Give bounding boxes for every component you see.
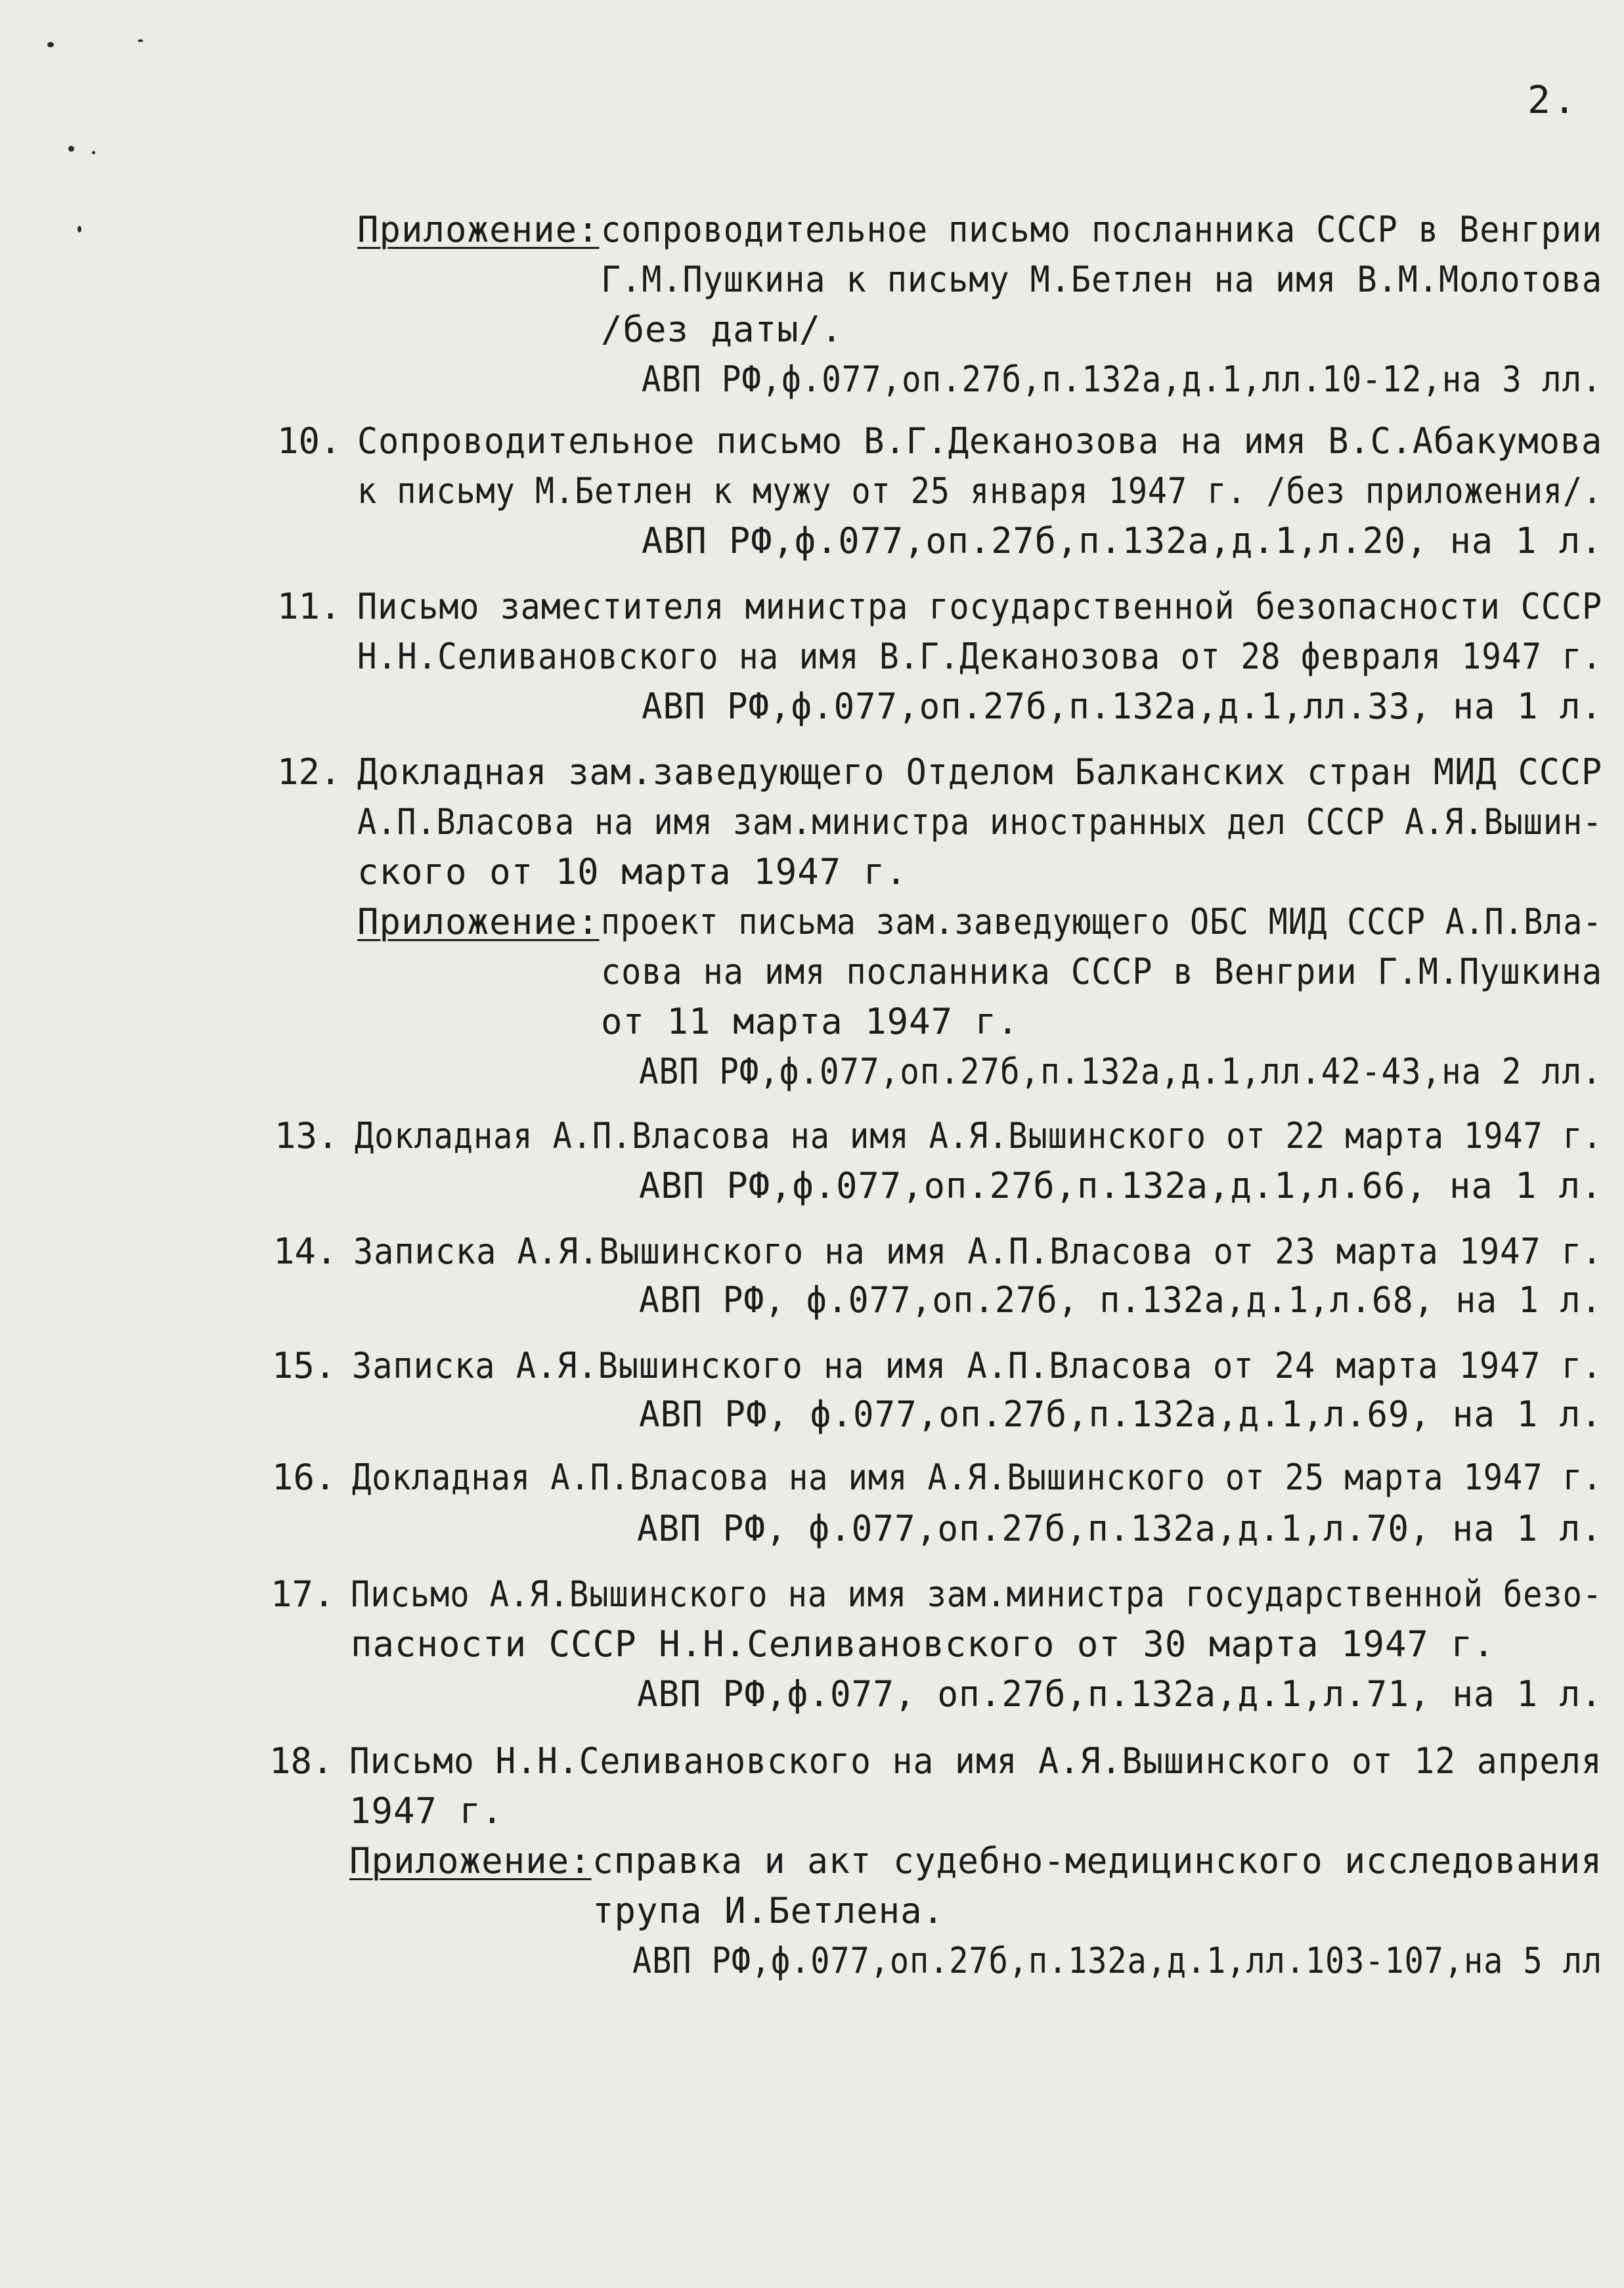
attachment-line: от 11 марта 1947 г. — [601, 1001, 1019, 1042]
entry-number: 12. — [277, 751, 341, 793]
entry-line: Сопроводительное письмо В.Г.Деканозова на имя В.С.Абакумова — [357, 420, 1603, 462]
margin-mark — [92, 151, 95, 154]
entry-line: Докладная зам.заведующего Отделом Балканских стран МИД СССР — [357, 751, 1603, 793]
attachment-line: /без даты/. — [601, 309, 843, 350]
archive-reference: АВП РФ,ф.077,оп.27б,п.132а,д.1,лл.33, на 1 л. — [642, 686, 1602, 727]
archive-reference: АВП РФ,ф.077,оп.27б,п.132а,д.1,л.20, на 1 л. — [642, 520, 1603, 561]
archive-reference: АВП РФ,ф.077,оп.27б,п.132а,д.1,л.66, на 1 л. — [639, 1165, 1603, 1206]
page-number: 2. — [1527, 77, 1579, 122]
entry-line: Докладная А.П.Власова на имя А.Я.Вышинского от 22 марта 1947 г. — [355, 1115, 1603, 1156]
archive-reference: АВП РФ, ф.077,оп.27б, п.132а,д.1,л.68, на 1 л. — [639, 1279, 1602, 1321]
attachment-line: сова на имя посланника СССР в Венгрии Г.М.Пушкина — [601, 951, 1603, 992]
entry-number: 18. — [269, 1740, 334, 1782]
attachment-line: сопроводительное письмо посланника СССР в Венгрии — [601, 209, 1603, 250]
entry-number: 14. — [273, 1231, 338, 1272]
attachment-line: справка и акт судебно-медицинского исследования — [592, 1840, 1603, 1881]
entry-line: Письмо заместителя министра государственной безопасности СССР — [357, 586, 1603, 627]
entry-line: Письмо А.Я.Вышинского на имя зам.министра государственной безо- — [351, 1573, 1603, 1615]
attachment-line: Г.М.Пушкина к письму М.Бетлен на имя В.М.Молотова — [601, 259, 1603, 300]
entry-number: 15. — [272, 1345, 336, 1386]
entry-number: 10. — [277, 420, 341, 462]
attachment-label: Приложение: — [357, 901, 600, 942]
entry-line: Н.Н.Селивановского на имя В.Г.Деканозова от 28 февраля 1947 г. — [357, 636, 1602, 677]
attachment-label: Приложение: — [357, 209, 600, 250]
entry-line: 1947 г. — [349, 1790, 504, 1832]
margin-mark — [138, 39, 143, 42]
entry-line: Докладная А.П.Власова на имя А.Я.Вышинского от 25 марта 1947 г. — [352, 1457, 1603, 1498]
entry-line: Записка А.Я.Вышинского на имя А.П.Власова от 24 марта 1947 г. — [352, 1345, 1603, 1386]
entry-line: пасности СССР Н.Н.Селивановского от 30 марта 1947 г. — [351, 1623, 1495, 1665]
archive-reference: АВП РФ, ф.077,оп.27б,п.132а,д.1,л.69, на 1 л. — [639, 1394, 1602, 1435]
margin-mark — [47, 42, 54, 47]
margin-mark — [68, 146, 74, 152]
attachment-line: трупа И.Бетлена. — [592, 1890, 945, 1931]
attachment-line: проект письма зам.заведующего ОБС МИД СССР А.П.Вла- — [601, 901, 1603, 942]
attachment-label: Приложение: — [349, 1840, 592, 1881]
archive-reference: АВП РФ,ф.077,оп.27б,п.132а,д.1,лл.10-12,на 3 лл. — [642, 359, 1602, 400]
entry-line: Записка А.Я.Вышинского на имя А.П.Власова от 23 марта 1947 г. — [353, 1231, 1603, 1272]
entry-number: 16. — [272, 1457, 336, 1498]
entry-line: ского от 10 марта 1947 г. — [357, 851, 908, 892]
archive-reference: АВП РФ, ф.077,оп.27б,п.132а,д.1,л.70, на 1 л. — [637, 1508, 1602, 1549]
entry-number: 13. — [274, 1115, 339, 1156]
entry-line: Письмо Н.Н.Селивановского на имя А.Я.Вышинского от 12 апреля — [349, 1740, 1602, 1782]
entry-number: 17. — [271, 1573, 335, 1615]
archive-reference: АВП РФ,ф.077,оп.27б,п.132а,д.1,лл.42-43,на 2 лл. — [639, 1051, 1602, 1092]
archive-reference: АВП РФ,ф.077, оп.27б,п.132а,д.1,л.71, на 1 л. — [637, 1673, 1602, 1715]
archive-reference: АВП РФ,ф.077,оп.27б,п.132а,д.1,лл.103-107,на 5 лл — [632, 1940, 1603, 1981]
entry-line: к письму М.Бетлен к мужу от 25 января 1947 г. /без приложения/. — [357, 470, 1603, 512]
entry-line: А.П.Власова на имя зам.министра иностранных дел СССР А.Я.Вышин- — [357, 801, 1603, 843]
entry-number: 11. — [277, 586, 341, 627]
margin-mark — [77, 226, 81, 232]
